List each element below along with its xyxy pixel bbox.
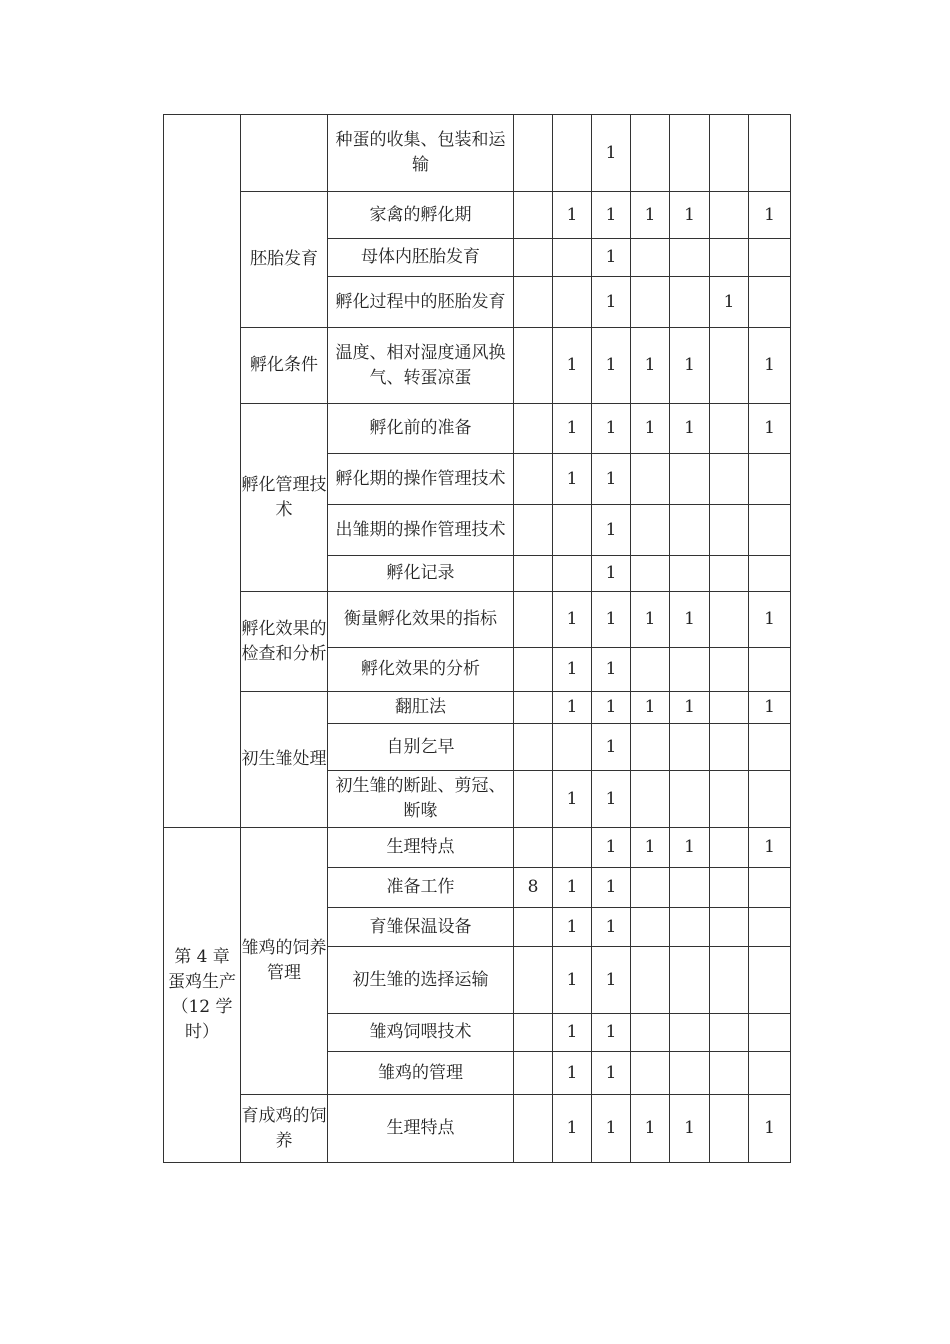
value-cell: 1 — [670, 1095, 710, 1163]
value-cell — [514, 947, 553, 1014]
value-cell: 1 — [749, 828, 791, 868]
value-cell — [631, 505, 670, 556]
value-cell — [710, 328, 749, 404]
section-cell: 孵化条件 — [241, 328, 328, 404]
value-cell — [553, 115, 592, 192]
value-cell: 1 — [749, 404, 791, 454]
value-cell: 1 — [592, 115, 631, 192]
topic-cell: 生理特点 — [328, 1095, 514, 1163]
value-cell — [631, 454, 670, 505]
value-cell: 1 — [592, 724, 631, 771]
value-cell: 1 — [670, 192, 710, 239]
section-cell: 孵化管理技术 — [241, 404, 328, 592]
value-cell: 1 — [749, 692, 791, 724]
value-cell: 1 — [592, 1052, 631, 1095]
value-cell — [514, 828, 553, 868]
value-cell — [670, 868, 710, 908]
value-cell — [631, 556, 670, 592]
value-cell: 1 — [631, 592, 670, 648]
course-hours-table — [163, 114, 791, 1163]
value-cell — [749, 277, 791, 328]
value-cell: 1 — [553, 192, 592, 239]
value-cell — [749, 868, 791, 908]
topic-cell: 母体内胚胎发育 — [328, 239, 514, 277]
value-cell — [553, 828, 592, 868]
value-cell: 1 — [553, 771, 592, 828]
topic-cell: 翻肛法 — [328, 692, 514, 724]
value-cell — [710, 947, 749, 1014]
value-cell — [710, 724, 749, 771]
value-cell: 1 — [592, 239, 631, 277]
value-cell — [670, 277, 710, 328]
topic-cell: 孵化记录 — [328, 556, 514, 592]
value-cell: 1 — [592, 556, 631, 592]
value-cell — [710, 1095, 749, 1163]
value-cell: 1 — [592, 454, 631, 505]
value-cell: 1 — [631, 828, 670, 868]
section-cell: 雏鸡的饲养管理 — [241, 828, 328, 1095]
value-cell: 1 — [592, 592, 631, 648]
value-cell: 1 — [670, 828, 710, 868]
value-cell: 1 — [592, 692, 631, 724]
topic-cell: 准备工作 — [328, 868, 514, 908]
value-cell: 1 — [592, 277, 631, 328]
value-cell — [710, 771, 749, 828]
value-cell: 8 — [514, 868, 553, 908]
topic-cell: 初生雏的断趾、剪冠、断喙 — [328, 771, 514, 828]
value-cell: 1 — [631, 1095, 670, 1163]
value-cell — [514, 505, 553, 556]
value-cell — [514, 771, 553, 828]
table-row — [164, 692, 791, 724]
value-cell — [631, 115, 670, 192]
topic-cell: 家禽的孵化期 — [328, 192, 514, 239]
value-cell: 1 — [592, 828, 631, 868]
value-cell — [514, 192, 553, 239]
value-cell — [670, 1014, 710, 1052]
value-cell: 1 — [631, 328, 670, 404]
value-cell: 1 — [631, 692, 670, 724]
value-cell — [710, 115, 749, 192]
value-cell — [631, 648, 670, 692]
section-cell: 孵化效果的检查和分析 — [241, 592, 328, 692]
value-cell: 1 — [553, 648, 592, 692]
value-cell — [710, 404, 749, 454]
value-cell — [514, 1014, 553, 1052]
value-cell: 1 — [553, 454, 592, 505]
value-cell — [631, 724, 670, 771]
value-cell — [670, 115, 710, 192]
value-cell: 1 — [592, 947, 631, 1014]
value-cell — [670, 1052, 710, 1095]
table-row — [164, 1095, 791, 1163]
value-cell — [553, 724, 592, 771]
value-cell — [670, 454, 710, 505]
value-cell — [514, 592, 553, 648]
value-cell — [553, 505, 592, 556]
value-cell: 1 — [710, 277, 749, 328]
value-cell: 1 — [749, 1095, 791, 1163]
topic-cell: 温度、相对湿度通风换气、转蛋凉蛋 — [328, 328, 514, 404]
value-cell: 1 — [553, 592, 592, 648]
value-cell — [631, 1052, 670, 1095]
table-row — [164, 828, 791, 868]
value-cell — [514, 239, 553, 277]
value-cell — [710, 1052, 749, 1095]
value-cell: 1 — [749, 328, 791, 404]
value-cell — [749, 724, 791, 771]
value-cell — [670, 239, 710, 277]
value-cell — [553, 556, 592, 592]
chapter-cell: 第 4 章 蛋鸡生产（12 学时） — [164, 828, 241, 1163]
value-cell — [553, 277, 592, 328]
section-cell — [241, 115, 328, 192]
value-cell — [553, 239, 592, 277]
value-cell — [514, 648, 553, 692]
value-cell: 1 — [553, 868, 592, 908]
topic-cell: 孵化期的操作管理技术 — [328, 454, 514, 505]
table-row — [164, 115, 791, 192]
value-cell: 1 — [592, 192, 631, 239]
topic-cell: 育雏保温设备 — [328, 908, 514, 947]
value-cell — [631, 239, 670, 277]
value-cell: 1 — [631, 192, 670, 239]
value-cell — [514, 724, 553, 771]
section-cell: 育成鸡的饲养 — [241, 1095, 328, 1163]
topic-cell: 雏鸡饲喂技术 — [328, 1014, 514, 1052]
topic-cell: 衡量孵化效果的指标 — [328, 592, 514, 648]
value-cell: 1 — [592, 648, 631, 692]
value-cell: 1 — [592, 771, 631, 828]
value-cell: 1 — [631, 404, 670, 454]
value-cell — [670, 947, 710, 1014]
value-cell: 1 — [553, 908, 592, 947]
value-cell — [670, 505, 710, 556]
value-cell — [749, 1014, 791, 1052]
value-cell — [749, 239, 791, 277]
value-cell: 1 — [592, 1014, 631, 1052]
value-cell: 1 — [553, 1014, 592, 1052]
table-row — [164, 592, 791, 648]
value-cell: 1 — [670, 328, 710, 404]
value-cell — [514, 908, 553, 947]
value-cell — [749, 947, 791, 1014]
value-cell — [710, 239, 749, 277]
section-cell: 初生雏处理 — [241, 692, 328, 828]
table-row — [164, 404, 791, 454]
value-cell — [670, 908, 710, 947]
topic-cell: 孵化过程中的胚胎发育 — [328, 277, 514, 328]
value-cell — [514, 277, 553, 328]
value-cell — [514, 115, 553, 192]
value-cell: 1 — [592, 328, 631, 404]
value-cell — [631, 1014, 670, 1052]
topic-cell: 种蛋的收集、包装和运输 — [328, 115, 514, 192]
topic-cell: 自别乞早 — [328, 724, 514, 771]
value-cell: 1 — [592, 505, 631, 556]
value-cell — [670, 556, 710, 592]
value-cell: 1 — [553, 1052, 592, 1095]
value-cell — [514, 1095, 553, 1163]
value-cell — [670, 771, 710, 828]
value-cell — [749, 908, 791, 947]
value-cell — [631, 277, 670, 328]
value-cell — [514, 1052, 553, 1095]
topic-cell: 孵化前的准备 — [328, 404, 514, 454]
value-cell — [710, 648, 749, 692]
value-cell — [749, 556, 791, 592]
value-cell — [749, 648, 791, 692]
value-cell — [710, 868, 749, 908]
value-cell — [749, 771, 791, 828]
section-cell: 胚胎发育 — [241, 192, 328, 328]
value-cell — [514, 454, 553, 505]
value-cell: 1 — [592, 908, 631, 947]
value-cell — [710, 908, 749, 947]
value-cell — [631, 868, 670, 908]
value-cell — [631, 771, 670, 828]
value-cell: 1 — [553, 404, 592, 454]
value-cell — [710, 828, 749, 868]
table-row — [164, 328, 791, 404]
value-cell — [710, 556, 749, 592]
value-cell — [710, 692, 749, 724]
value-cell — [710, 1014, 749, 1052]
value-cell: 1 — [553, 1095, 592, 1163]
value-cell: 1 — [592, 404, 631, 454]
value-cell — [710, 592, 749, 648]
value-cell — [514, 692, 553, 724]
topic-cell: 雏鸡的管理 — [328, 1052, 514, 1095]
value-cell: 1 — [749, 192, 791, 239]
value-cell — [749, 1052, 791, 1095]
value-cell — [514, 404, 553, 454]
value-cell: 1 — [670, 404, 710, 454]
value-cell — [514, 328, 553, 404]
value-cell — [631, 908, 670, 947]
value-cell: 1 — [670, 692, 710, 724]
value-cell: 1 — [553, 328, 592, 404]
topic-cell: 生理特点 — [328, 828, 514, 868]
chapter-cell — [164, 115, 241, 828]
value-cell: 1 — [592, 1095, 631, 1163]
value-cell — [514, 556, 553, 592]
value-cell — [710, 454, 749, 505]
value-cell — [749, 454, 791, 505]
topic-cell: 初生雏的选择运输 — [328, 947, 514, 1014]
table-row — [164, 192, 791, 239]
value-cell: 1 — [670, 592, 710, 648]
value-cell — [749, 115, 791, 192]
value-cell: 1 — [592, 868, 631, 908]
value-cell: 1 — [553, 947, 592, 1014]
value-cell — [670, 724, 710, 771]
value-cell — [749, 505, 791, 556]
value-cell — [710, 192, 749, 239]
topic-cell: 孵化效果的分析 — [328, 648, 514, 692]
value-cell — [670, 648, 710, 692]
value-cell: 1 — [749, 592, 791, 648]
value-cell — [710, 505, 749, 556]
value-cell: 1 — [553, 692, 592, 724]
topic-cell: 出雏期的操作管理技术 — [328, 505, 514, 556]
value-cell — [631, 947, 670, 1014]
